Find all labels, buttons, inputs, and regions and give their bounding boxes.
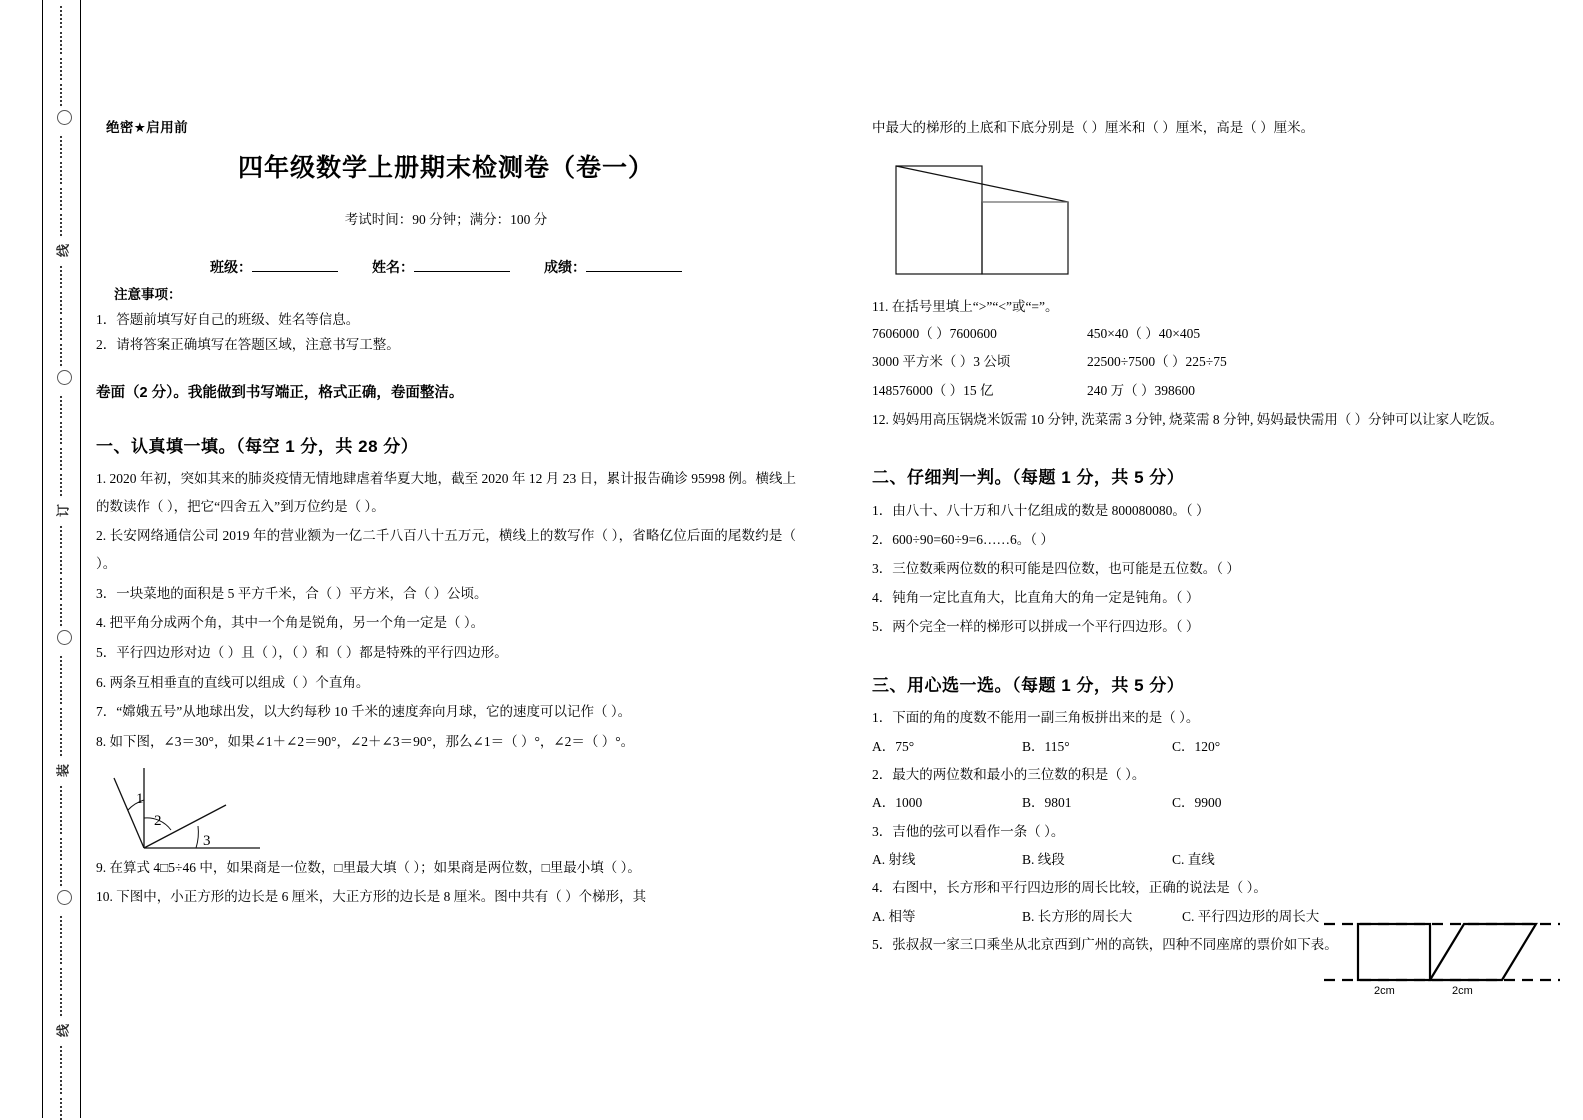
angle-label-2: 2 <box>154 812 162 829</box>
binding-margin <box>0 0 82 1118</box>
fill-question-10-continued: 中最大的梯形的上底和下底分别是（ ）厘米和（ ）厘米，高是（ ）厘米。 <box>872 120 1315 135</box>
class-input-blank[interactable] <box>252 256 338 272</box>
secret-label: 绝密★启用前 <box>106 120 189 135</box>
binding-dot-segment <box>60 448 62 470</box>
truefalse-question-1: 1．由八十、八十万和八十亿组成的数是 800080080。（ ） <box>872 503 1210 519</box>
para-base-label: 2cm <box>1452 985 1473 997</box>
choice-3-option-a[interactable]: A. 射线 <box>872 852 916 868</box>
binding-mark-char: 订 <box>55 504 71 518</box>
binding-dot-segment <box>60 422 62 444</box>
score-field-group <box>544 256 682 277</box>
binding-circle <box>57 370 72 385</box>
choice-question-2-stem: 2．最大的两位数和最小的三位数的积是（ ）。 <box>872 767 1146 783</box>
binding-mark-char: 线 <box>55 244 71 258</box>
choice-4-option-a[interactable]: A. 相等 <box>872 908 916 924</box>
choice-question-2-options <box>872 789 1512 817</box>
binding-dot-segment <box>60 552 62 574</box>
choice-1-option-c[interactable]: C．120° <box>1172 738 1221 754</box>
rectangle-parallelogram-figure <box>1324 910 1564 1000</box>
fill-question-9: 9. 在算式 4□5÷46 中，如果商是一位数，□里最大填（ ）；如果商是两位数，□里最小填（ ）。 <box>96 859 641 875</box>
fill-question-5: 5．平行四边形对边（ ）且（ ），（ ）和（ ）都是特殊的平行四边形。 <box>96 645 508 661</box>
binding-dot-segment <box>60 1098 62 1120</box>
two-squares-trapezoid-figure <box>890 150 1512 290</box>
binding-dot-segment <box>60 32 62 54</box>
compare-question-stem: 11. 在括号里填上“>”“<”或“=”。 <box>872 298 1059 314</box>
binding-dot-segment <box>60 396 62 418</box>
compare-row-3-left: 148576000（ ）15 亿 <box>872 382 994 398</box>
compare-row-2-left: 3000 平方米（ ）3 公顷 <box>872 354 1011 370</box>
name-label: 姓名： <box>372 259 414 275</box>
score-input-blank[interactable] <box>586 256 682 272</box>
compare-row-2 <box>872 348 1512 376</box>
choice-4-option-b[interactable]: B. 长方形的周长大 <box>1022 908 1133 924</box>
fill-question-10: 10. 下图中，小正方形的边长是 6 厘米，大正方形的边长是 8 厘米。图中共有（ ）个梯形，其 <box>96 889 647 905</box>
binding-outer-rule <box>42 0 43 1118</box>
choice-1-option-b[interactable]: B．115° <box>1022 738 1070 754</box>
angle-diagram <box>110 760 796 852</box>
notice-title: 注意事项： <box>114 287 182 302</box>
choice-question-3-options <box>872 846 1512 874</box>
right-column <box>872 0 1512 960</box>
binding-dot-segment <box>60 266 62 288</box>
choice-question-3-stem: 3．吉他的弦可以看作一条（ ）。 <box>872 823 1065 839</box>
binding-dot-segment <box>60 812 62 834</box>
compare-row-1-left: 7606000（ ）7600600 <box>872 325 997 341</box>
binding-dot-segment <box>60 214 62 236</box>
binding-dot-segment <box>60 578 62 600</box>
notice-item-2: 2．请将答案正确填写在答题区域，注意书写工整。 <box>96 337 400 352</box>
page-title: 四年级数学上册期末检测卷（卷一） <box>237 154 654 182</box>
choice-question-1-stem: 1．下面的角的度数不能用一副三角板拼出来的是（ ）。 <box>872 710 1200 726</box>
section-2-heading: 二、仔细判一判。（每题 1 分，共 5 分） <box>872 468 1185 488</box>
binding-dot-segment <box>60 1072 62 1094</box>
section-3-heading: 三、用心选一选。（每题 1 分，共 5 分） <box>872 676 1185 696</box>
choice-question-1-options <box>872 733 1512 761</box>
binding-dot-segment <box>60 58 62 80</box>
score-label: 成绩： <box>544 259 586 275</box>
binding-dot-segment <box>60 656 62 678</box>
truefalse-question-2: 2．600÷90=60÷9=6……6。（ ） <box>872 532 1054 548</box>
class-label: 班级： <box>210 259 252 275</box>
binding-dot-segment <box>60 942 62 964</box>
notice-item-1: 1．答题前填写好自己的班级、姓名等信息。 <box>96 312 360 327</box>
choice-2-option-b[interactable]: B．9801 <box>1022 795 1072 811</box>
truefalse-question-4: 4．钝角一定比直角大，比直角大的角一定是钝角。（ ） <box>872 590 1200 606</box>
binding-dot-segment <box>60 682 62 704</box>
compare-row-1-right: 450×40（ ）40×405 <box>1087 325 1201 341</box>
compare-row-2-right: 22500÷7500（ ）225÷75 <box>1087 354 1227 370</box>
binding-inner-rule <box>80 0 81 1118</box>
binding-mark-char: 线 <box>55 1024 71 1038</box>
fill-question-3: 3．一块菜地的面积是 5 平方千米，合（ ）平方米，合（ ）公顷。 <box>96 585 488 601</box>
binding-dot-segment <box>60 994 62 1016</box>
binding-dot-segment <box>60 968 62 990</box>
choice-3-option-b[interactable]: B. 线段 <box>1022 852 1065 868</box>
fill-question-2: 2. 长安网络通信公司 2019 年的营业额为一亿二千八百八十五万元，横线上的数写作（ ），省略亿位后面的尾数约是（ ）。 <box>96 528 796 572</box>
binding-circle <box>57 630 72 645</box>
left-column <box>96 0 796 911</box>
compare-row-3 <box>872 377 1512 405</box>
binding-dot-segment <box>60 344 62 366</box>
cover-note: 卷面（2 分）。我能做到书写端正，格式正确，卷面整洁。 <box>96 385 464 401</box>
binding-dot-segment <box>60 604 62 626</box>
fill-question-7: 7．“嫦娥五号”从地球出发，以大约每秒 10 千米的速度奔向月球，它的速度可以记作（ ）。 <box>96 704 632 720</box>
angle-label-1: 1 <box>136 790 144 807</box>
choice-3-option-c[interactable]: C. 直线 <box>1172 852 1215 868</box>
binding-dotted-column <box>54 0 70 1118</box>
binding-dot-segment <box>60 292 62 314</box>
binding-dot-segment <box>60 474 62 496</box>
binding-dot-segment <box>60 734 62 756</box>
binding-dot-segment <box>60 162 62 184</box>
truefalse-question-3: 3．三位数乘两位数的积可能是四位数，也可能是五位数。（ ） <box>872 561 1240 577</box>
choice-1-option-a[interactable]: A．75° <box>872 738 915 754</box>
binding-dot-segment <box>60 6 62 28</box>
fill-question-8: 8. 如下图，∠3＝30°，如果∠1＋∠2＝90°，∠2＋∠3＝90°，那么∠1＝（ ）°，∠2＝（ ）°。 <box>96 734 635 750</box>
compare-row-3-right: 240 万（ ）398600 <box>1087 382 1195 398</box>
binding-circle <box>57 890 72 905</box>
exam-info: 考试时间：90 分钟；满分：100 分 <box>344 212 548 227</box>
binding-dot-segment <box>60 708 62 730</box>
choice-4-option-c[interactable]: C. 平行四边形的周长大 <box>1182 908 1320 924</box>
binding-dot-segment <box>60 864 62 886</box>
fill-question-4: 4. 把平角分成两个角，其中一个角是锐角，另一个角一定是（ ）。 <box>96 615 485 631</box>
choice-question-4-stem: 4．右图中，长方形和平行四边形的周长比较，正确的说法是（ ）。 <box>872 880 1267 896</box>
angle-label-3: 3 <box>203 832 211 849</box>
choice-2-option-a[interactable]: A．1000 <box>872 795 923 811</box>
binding-dot-segment <box>60 188 62 210</box>
binding-dot-segment <box>60 838 62 860</box>
section-1-heading: 一、认真填一填。（每空 1 分，共 28 分） <box>96 437 419 456</box>
class-field-group <box>210 256 338 277</box>
exam-page <box>82 0 1583 1118</box>
choice-question-5-stem: 5．张叔叔一家三口乘坐从北京西到广州的高铁，四种不同座席的票价如下表。 <box>872 937 1338 953</box>
binding-mark-char: 装 <box>55 764 71 778</box>
student-id-line <box>96 256 796 277</box>
binding-dot-segment <box>60 318 62 340</box>
name-input-blank[interactable] <box>414 256 510 272</box>
compare-row-1 <box>872 320 1512 348</box>
fill-question-6: 6. 两条互相垂直的直线可以组成（ ）个直角。 <box>96 674 370 690</box>
binding-dot-segment <box>60 916 62 938</box>
name-field-group <box>372 256 510 277</box>
fill-question-12: 12. 妈妈用高压锅烧米饭需 10 分钟, 洗菜需 3 分钟, 烧菜需 8 分钟, 妈妈最快需用（ ）分钟可以让家人吃饭。 <box>872 412 1504 428</box>
binding-dot-segment <box>60 1046 62 1068</box>
truefalse-question-5: 5．两个完全一样的梯形可以拼成一个平行四边形。（ ） <box>872 619 1200 635</box>
fill-question-1: 1. 2020 年初，突如其来的肺炎疫情无情地肆虐着华夏大地，截至 2020 年 12 月 23 日，累计报告确诊 95998 例。横线上的数读作（ ），把它“四舍五入”到万位约是（ ）。 <box>96 471 796 514</box>
binding-dot-segment <box>60 786 62 808</box>
binding-dot-segment <box>60 136 62 158</box>
rect-base-label: 2cm <box>1374 985 1395 997</box>
binding-dot-segment <box>60 526 62 548</box>
binding-dot-segment <box>60 84 62 106</box>
binding-circle <box>57 110 72 125</box>
choice-2-option-c[interactable]: C．9900 <box>1172 795 1222 811</box>
